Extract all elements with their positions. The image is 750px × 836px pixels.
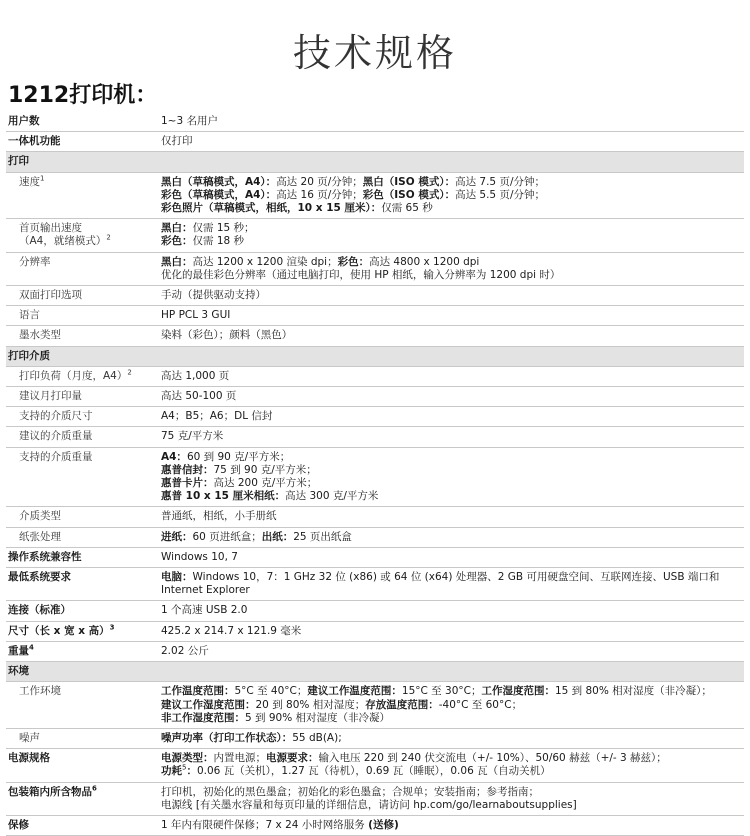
value: 425.2 x 214.7 x 121.9 毫米 [161,624,302,637]
label: 电源规格 [8,752,50,765]
row-aio [6,132,744,152]
row-speed [6,173,744,220]
value: HP PCL 3 GUI [161,309,231,322]
row-paper-handling [6,528,744,548]
label: 保修 [8,818,29,831]
value: 高达 1,000 页 [161,369,230,382]
value: Windows 10, 7 [161,550,238,563]
label: 重量$^4$ [8,643,34,657]
row-monthly [6,387,744,407]
label: 分辨率 [19,255,51,268]
row-duty [6,367,744,387]
row-language [6,306,744,326]
value: A4；B5；A6；DL 信封 [161,410,273,423]
label: 最低系统要求 [8,571,71,584]
row-noise [6,729,744,749]
value: 1 年内有限硬件保修；7 x 24 小时网络服务 (送修) [161,818,399,831]
value: 普通纸，相纸，小手册纸 [161,510,277,523]
value: 打印机，初始化的黑色墨盒；初始化的彩色墨盒；合规单；安装指南；参考指南； 电源线 [有关墨水容量和每页印量的详细信息，请访问 hp.com/go/learnaboutsupplies] [161,785,577,811]
row-sup-weight [6,448,744,508]
label: 支持的介质尺寸 [19,410,93,423]
value: 进纸：60 页进纸盒；出纸：25 页出纸盒 [161,530,352,543]
label: 工作环境 [19,685,61,698]
value: 手动（提供驱动支持） [161,289,266,302]
label: 纸张处理 [19,530,61,543]
value: 电脑：Windows 10，7：1 GHz 32 位 (x86) 或 64 位 (x64) 处理器、2 GB 可用硬盘空间、互联网连接、USB 端口和 Internet Explorer [161,571,720,597]
value: 黑白（草稿模式，A4）：高达 20 页/分钟；黑白（ISO 模式）：高达 7.5 页/分钟； 彩色（草稿模式，A4）：高达 16 页/分钟；彩色（ISO 模式）：高达 5.5 页/分钟； 彩色照片（草稿模式，相纸，10 x 15 厘米）：仅需 65 秒 [161,175,545,215]
page-title: 技术规格 [292,31,457,75]
value: 1 个高速 USB 2.0 [161,604,248,617]
row-weight [6,642,744,662]
section-print [6,152,744,172]
label: 建议月打印量 [19,390,82,403]
label: 尺寸（长 x 宽 x 高）$^3$ [8,623,115,637]
label: 速度$^1$ [19,174,45,188]
label: 包装箱内所含物品$^6$ [8,784,97,798]
label: 墨水类型 [19,329,61,342]
label: 语言 [19,309,40,322]
row-sysreq [6,568,744,601]
product-heading: 1212打印机： [8,83,158,108]
label: 支持的介质重量 [19,450,93,463]
value: 75 克/平方米 [161,430,224,443]
label: 噪声 [19,731,40,744]
section-media [6,347,744,367]
value: 高达 50-100 页 [161,390,237,403]
value: 仅打印 [161,135,193,148]
value: 工作温度范围：5°C 至 40°C；建议工作温度范围：15°C 至 30°C；工作湿度范围：15 到 80% 相对湿度（非冷凝）； 建议工作湿度范围：20 到 80% 相对湿度；存放温度范围：-40°C 至 60°C； 非工作湿度范围：5 到 90% 相对湿度（非冷凝） [161,685,712,724]
label: 首页输出速度 （A4，就绪模式）$^2$ [19,222,111,248]
row-box [6,783,744,816]
row-power [6,749,744,782]
row-resolution [6,253,744,286]
section-label: 打印介质 [8,349,50,362]
section-label: 打印 [8,155,29,168]
row-ink [6,326,744,346]
label: 一体机功能 [8,135,61,148]
value: 染料（彩色）；颜料（黑色） [161,329,293,342]
label: 操作系统兼容性 [8,550,82,563]
value: 2.02 公斤 [161,644,209,657]
value: 电源类型：内置电源；电源要求：输入电压 220 到 240 伏交流电（+/- 10%）、50/60 赫兹（+/- 3 赫兹）； 功耗$^5$：0.06 瓦（关机），1.27 瓦（待机），0.69 瓦（睡眠），0.06 瓦（自动关机） [161,752,667,778]
value: A4：60 到 90 克/平方米； 惠普信封：75 到 90 克/平方米； 惠普卡片：高达 200 克/平方米； 惠普 10 x 15 厘米相纸：高达 300 克/平方米 [161,450,379,503]
row-sizes [6,407,744,427]
value: 黑白：仅需 15 秒； 彩色：仅需 18 秒 [161,222,255,248]
row-connect [6,601,744,621]
row-dims [6,622,744,642]
value: 噪声功率（打印工作状态）：55 dB(A); [161,731,342,744]
row-media-types [6,507,744,527]
label: 建议的介质重量 [19,430,93,443]
value: 1~3 名用户 [161,115,218,127]
label: 用户数 [8,115,40,127]
row-warranty [6,816,744,836]
row-os [6,548,744,568]
label: 双面打印选项 [19,289,82,302]
row-users [6,112,744,132]
section-label: 环境 [8,665,29,678]
section-environment [6,662,744,682]
label: 连接（标准） [8,604,71,617]
label: 打印负荷（月度，A4）$^2$ [19,368,132,382]
spec-table [6,112,744,836]
row-duplex [6,286,744,306]
value: 黑白：高达 1200 x 1200 渲染 dpi；彩色：高达 4800 x 1200 dpi 优化的最佳彩色分辨率（通过电脑打印，使用 HP 相纸，输入分辨率为 1200 dpi 时） [161,255,561,281]
label: 介质类型 [19,510,61,523]
row-op-env [6,682,744,729]
row-rec-weight [6,427,744,447]
row-first-page [6,219,744,252]
